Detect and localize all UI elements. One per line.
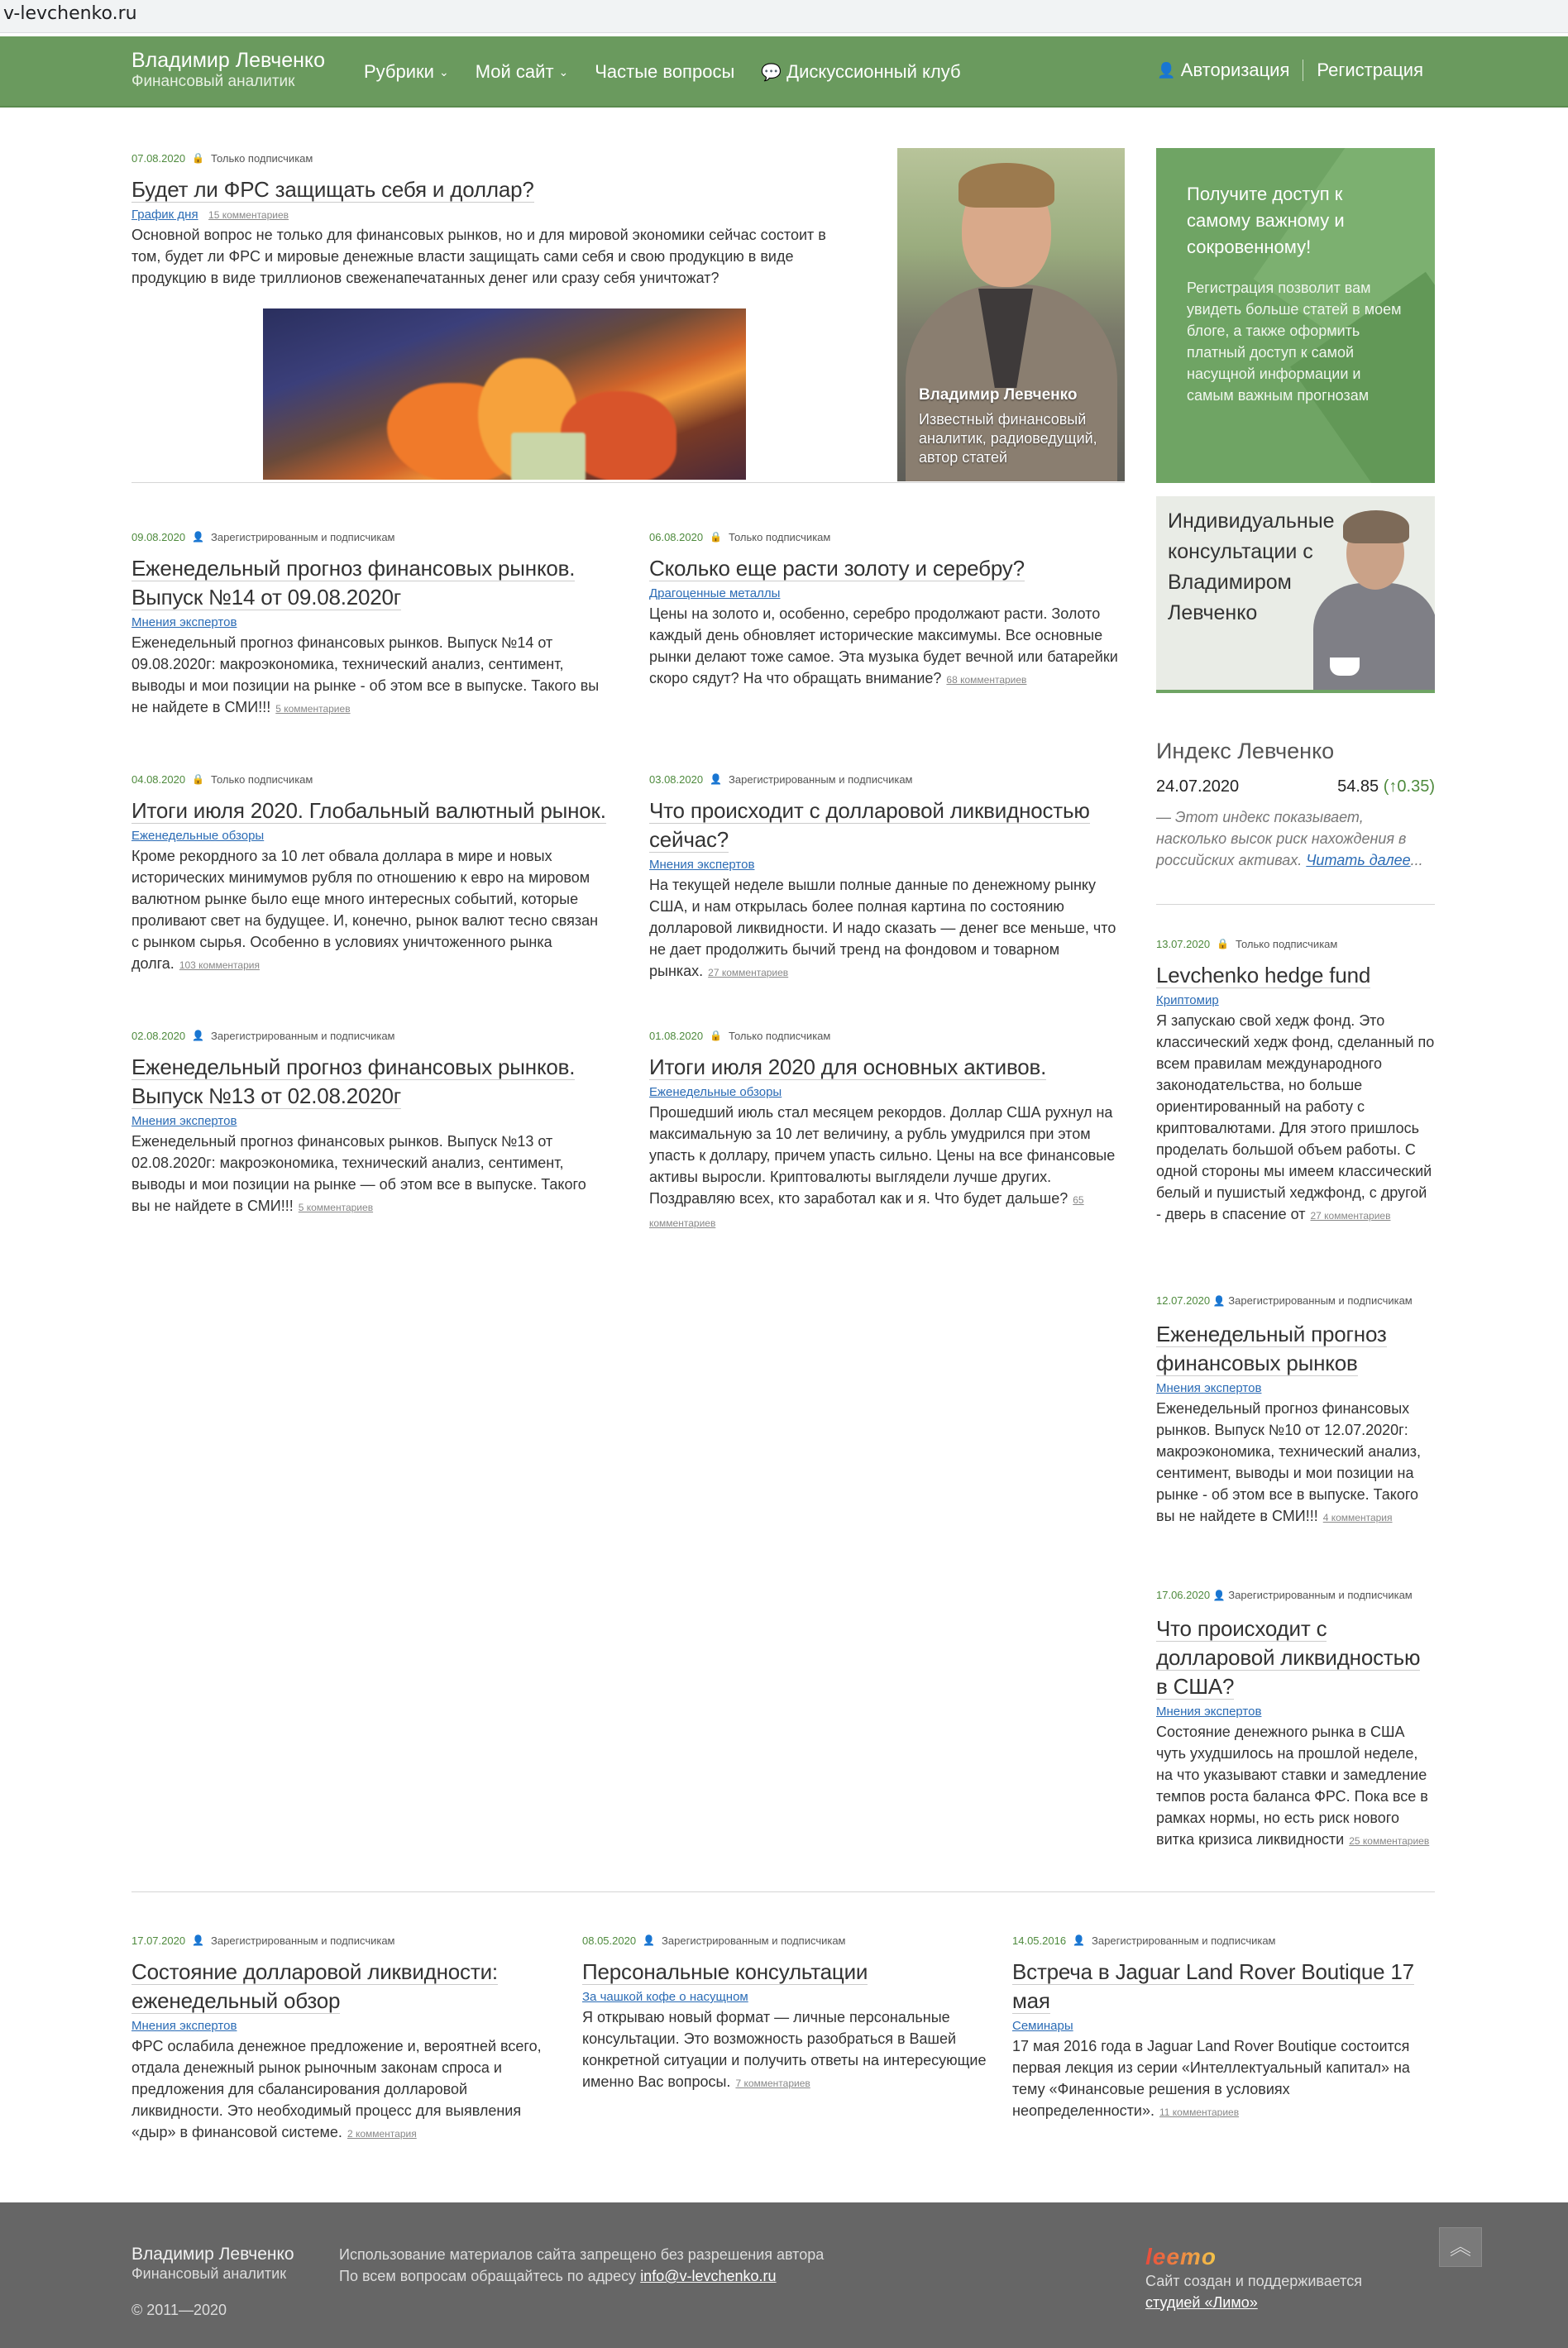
leemo-logo-icon[interactable]: leemo xyxy=(1145,2244,1362,2270)
post-title[interactable]: Итоги июля 2020. Глобальный валютный рынок. xyxy=(131,798,606,823)
consultation-text: Индивидуальные консультации с Владимиром Левченко xyxy=(1168,509,1335,624)
developer-studio-link[interactable]: студией «Лимо» xyxy=(1145,2294,1258,2311)
promo-text: Регистрация позволит вам увидеть больше статей в моем блоге, а также оформить платный доступ к самой насущной информации и самым важным прогнозам xyxy=(1187,280,1402,404)
post-excerpt: Еженедельный прогноз финансовых рынков. Выпуск №13 от 02.08.2020г: макроэкономика, технический анализ, сентимент, выводы и мои позиции на рынке — об этом все в выпуске. Такого вы не найдете в СМИ!!! 5 комментариев xyxy=(131,1133,586,1214)
post-date: 01.08.2020 xyxy=(649,1029,704,1042)
main-nav xyxy=(364,60,961,84)
post-category[interactable]: Еженедельные обзоры xyxy=(649,1085,782,1099)
post-comments[interactable]: 5 комментариев xyxy=(275,703,351,715)
sidebar-post xyxy=(1156,1292,1435,1528)
developer-text: Сайт создан и поддерживается xyxy=(1145,2273,1362,2289)
post-title[interactable]: Что происходит с долларовой ликвидностью сейчас? xyxy=(649,798,1090,852)
footer-brand-subtitle: Финансовый аналитик xyxy=(131,2265,287,2282)
lock-icon: 🔒 xyxy=(710,531,723,543)
post-access: Зарегистрированным и подписчикам xyxy=(211,1934,395,1947)
post-date: 14.05.2016 xyxy=(1012,1934,1067,1947)
post-category[interactable]: График дня xyxy=(131,208,198,222)
portrait-hair xyxy=(958,163,1054,208)
section-divider xyxy=(131,482,1125,483)
nav-rubrics[interactable] xyxy=(364,60,449,84)
nav-label: Частые вопросы xyxy=(595,61,735,82)
post-meta xyxy=(1012,1933,1434,1948)
post-card xyxy=(131,772,607,976)
post-title[interactable]: Еженедельный прогноз финансовых рынков. Выпуск №13 от 02.08.2020г xyxy=(131,1054,576,1108)
post-comments[interactable]: 4 комментария xyxy=(1322,1512,1393,1523)
post-excerpt: Цены на золото и, особенно, серебро продолжают расти. Золото каждый день обновляет исторические максимумы. Все основные рынки делают тоже самое. Эта музыка будет вечной или батарейки скоро сядут? На что обращать внимание? 68 комментариев xyxy=(649,605,1118,686)
browser-address-bar[interactable] xyxy=(0,0,1568,33)
brand[interactable] xyxy=(131,48,325,91)
footer-email-link[interactable]: info@v-levchenko.ru xyxy=(640,2268,777,2284)
post-comments[interactable]: 68 комментариев xyxy=(946,674,1027,686)
chat-icon: 💬 xyxy=(761,63,782,82)
post-comments[interactable]: 27 комментариев xyxy=(1310,1210,1391,1222)
post-title[interactable]: Что происходит с долларовой ликвидностью в США? xyxy=(1156,1616,1421,1699)
scroll-to-top-button[interactable] xyxy=(1439,2227,1482,2267)
footer-developer xyxy=(1145,2244,1362,2313)
post-excerpt: Еженедельный прогноз финансовых рынков. Выпуск №10 от 12.07.2020г: макроэкономика, технический анализ, сентимент, выводы и мои позиции на рынке - об этом все в выпуске. Такого вы не найдете в СМИ!!! 4 комментария xyxy=(1156,1400,1422,1524)
bottom-post xyxy=(582,1933,987,2094)
lock-icon: 🔒 xyxy=(1217,938,1230,949)
post-title[interactable]: Будет ли ФРС защищать себя и доллар? xyxy=(131,177,534,202)
user-icon: 👤 xyxy=(1157,61,1176,79)
post-category[interactable]: Еженедельные обзоры xyxy=(131,829,265,843)
post-access: Зарегистрированным и подписчикам xyxy=(1228,1294,1413,1307)
post-meta xyxy=(1156,1586,1435,1604)
footer-note-line1: Использование материалов сайта запрещено без разрешения автора xyxy=(339,2246,825,2263)
double-chevron-up-icon: ︽ xyxy=(1449,2235,1471,2260)
index-note: — Этот индекс показывает, насколько высок риск нахождения в российских активах. Читать далее... xyxy=(1156,809,1423,868)
author-portrait[interactable] xyxy=(897,148,1125,481)
post-comments[interactable]: 11 комментариев xyxy=(1159,2107,1240,2118)
footer-note xyxy=(339,2244,824,2287)
post-access: Только подписчикам xyxy=(729,1029,831,1042)
post-date: 06.08.2020 xyxy=(649,530,704,543)
post-meta xyxy=(131,772,607,787)
post-title[interactable]: Levchenko hedge fund xyxy=(1156,963,1371,987)
post-access: Только подписчикам xyxy=(1236,937,1338,950)
signup-promo-banner[interactable] xyxy=(1156,148,1435,483)
post-category[interactable]: Семинары xyxy=(1012,2019,1073,2033)
post-meta xyxy=(649,772,1125,787)
post-title[interactable]: Сколько еще расти золоту и серебру? xyxy=(649,556,1025,581)
promo-heading: Получите доступ к самому важному и сокровенному! xyxy=(1187,184,1345,257)
post-category[interactable]: Мнения экспертов xyxy=(131,1114,237,1128)
nav-faq[interactable] xyxy=(595,60,734,84)
bottom-post xyxy=(1012,1933,1434,2123)
post-meta xyxy=(1156,1292,1435,1310)
post-date: 08.05.2020 xyxy=(582,1934,637,1947)
post-category[interactable]: Мнения экспертов xyxy=(1156,1705,1262,1719)
lock-icon: 🔒 xyxy=(192,773,205,785)
post-category[interactable]: Криптомир xyxy=(1156,993,1219,1007)
post-card xyxy=(649,1028,1125,1234)
post-meta xyxy=(649,1028,1125,1043)
post-excerpt: На текущей неделе вышли полные данные по денежному рынку США, и нам открылась более полная картина по состоянию долларовой ликвидности. И надо сказать — денег все меньше, что не дает продолжить бычий тренд на фондовом и товарном рынках. 27 комментариев xyxy=(649,877,1116,979)
user-icon: 👤 xyxy=(192,1030,205,1041)
post-meta xyxy=(131,151,859,165)
user-icon: 👤 xyxy=(1212,1590,1226,1601)
lock-icon: 🔒 xyxy=(192,152,205,164)
post-excerpt: Прошедший июль стал месяцем рекордов. Доллар США рухнул на максимальную за 10 лет величину, а рубль умудрился при этом упасть к доллару, причем упасть сильно. Цены на все финансовые активы выросли. Криптовалюты выглядели лучше других. Поздравляю всех, кто заработал как и я. Что будет дальше? 65 комментариев xyxy=(649,1104,1116,1229)
post-excerpt: ФРС ослабила денежное предложение и, вероятней всего, отдала денежный рынок рыночным законам спроса и предложения для сбалансирования долларовой ликвидности. Это необходимый процесс для выявления «дыр» в финансовой системе. 2 комментария xyxy=(131,2038,542,2140)
footer-copyright: © 2011—2020 xyxy=(131,2302,227,2318)
post-comments[interactable]: 27 комментариев xyxy=(708,967,789,978)
post-excerpt: Состояние денежного рынка в США чуть ухудшилось на прошлой неделе, на что указывают ставки и замедление темпов роста баланса ФРС. Пока все в рамках нормы, но есть риск нового витка кризиса ликвидности 25 комментариев xyxy=(1156,1724,1430,1848)
post-date: 09.08.2020 xyxy=(131,530,186,543)
author-name: Владимир Левченко xyxy=(919,386,1078,404)
post-card xyxy=(131,529,607,720)
post-access: Зарегистрированным и подписчикам xyxy=(211,530,395,543)
post-access: Зарегистрированным и подписчикам xyxy=(662,1934,846,1947)
promo-content xyxy=(1187,181,1410,406)
sidebar-post xyxy=(1156,936,1435,1227)
featured-post xyxy=(131,151,859,289)
post-title[interactable]: Состояние долларовой ликвидности: еженедельный обзор xyxy=(131,1959,498,2013)
nav-label: Рубрики xyxy=(364,61,434,82)
post-date: 02.08.2020 xyxy=(131,1029,186,1042)
post-title[interactable]: Персональные консультации xyxy=(582,1959,868,1984)
bottom-divider xyxy=(131,1891,1435,1892)
post-meta xyxy=(582,1933,987,1948)
post-title[interactable]: Итоги июля 2020 для основных активов. xyxy=(649,1054,1047,1079)
nav-label: Дискуссионный клуб xyxy=(786,61,961,82)
post-category[interactable]: Драгоценные металлы xyxy=(649,586,781,600)
post-meta xyxy=(131,529,607,544)
post-date: 12.07.2020 xyxy=(1156,1294,1211,1307)
post-access: Зарегистрированным и подписчикам xyxy=(729,772,913,786)
post-access: Только подписчикам xyxy=(729,530,831,543)
post-date: 04.08.2020 xyxy=(131,772,186,786)
bottom-post xyxy=(131,1933,553,2145)
site-header xyxy=(0,36,1568,108)
post-card xyxy=(131,1028,607,1218)
post-comments[interactable]: 2 комментария xyxy=(347,2128,417,2140)
post-title[interactable]: Еженедельный прогноз финансовых рынков. Выпуск №14 от 09.08.2020г xyxy=(131,556,576,610)
post-access: Зарегистрированным и подписчикам xyxy=(211,1029,395,1042)
banknote-shape xyxy=(511,433,586,480)
post-date: 13.07.2020 xyxy=(1156,937,1211,950)
brand-subtitle: Финансовый аналитик xyxy=(131,73,295,90)
post-category[interactable]: За чашкой кофе о насущном xyxy=(582,1990,748,2004)
nav-my-site[interactable] xyxy=(476,60,569,84)
user-icon: 👤 xyxy=(710,773,723,785)
post-meta xyxy=(131,1028,607,1043)
index-date: 24.07.2020 xyxy=(1156,777,1240,796)
post-category[interactable]: Мнения экспертов xyxy=(131,2019,237,2033)
featured-image[interactable] xyxy=(263,308,746,480)
brand-name[interactable]: Владимир Левченко xyxy=(131,49,326,72)
post-meta xyxy=(131,1933,553,1948)
post-comments[interactable]: 25 комментариев xyxy=(1349,1835,1430,1847)
post-comments[interactable]: 5 комментариев xyxy=(298,1202,374,1213)
chevron-down-icon: ⌄ xyxy=(558,65,569,79)
post-access: Только подписчикам xyxy=(211,772,313,786)
photo-hair xyxy=(1343,510,1409,543)
post-comments[interactable]: 103 комментария xyxy=(179,959,260,971)
lock-icon: 🔒 xyxy=(710,1030,723,1041)
user-icon: 👤 xyxy=(192,531,205,543)
post-date: 17.06.2020 xyxy=(1156,1589,1211,1601)
index-change: (↑0.35) xyxy=(1383,777,1435,796)
post-comments[interactable]: 7 комментариев xyxy=(735,2078,810,2089)
post-excerpt: Еженедельный прогноз финансовых рынков. Выпуск №14 от 09.08.2020г: макроэкономика, технический анализ, сентимент, выводы и мои позиции на рынке - об этом все в выпуске. Такого вы не найдете в СМИ!!! 5 комментариев xyxy=(131,634,600,715)
post-comments[interactable]: 65 комментариев xyxy=(649,1194,1084,1229)
sidebar-post xyxy=(1156,1586,1435,1852)
post-category[interactable]: Мнения экспертов xyxy=(1156,1381,1262,1395)
cup-icon xyxy=(1330,658,1360,676)
index-value-group xyxy=(1337,777,1435,796)
sidebar-divider xyxy=(1156,904,1435,905)
post-access: Только подписчикам xyxy=(211,151,313,165)
post-excerpt: Кроме рекордного за 10 лет обвала доллара в мире и новых исторических минимумов рубля по отношению к евро на мировом валютном рынке было еще много интересных событий, которые проливают свет на будущее. И, конечно, рынок валют тесно связан с рынком сырья. Особенно в условиях уничтоженного рынка долга. 103 комментария xyxy=(131,848,599,972)
post-excerpt: Я открываю новый формат — личные персональные консультации. Это возможность разобраться в Вашей конкретной ситуации и получить ответы на интересующие именно Вас вопросы. 7 комментариев xyxy=(582,2009,987,2090)
login-link[interactable]: Авторизация xyxy=(1180,60,1290,80)
post-excerpt: Основной вопрос не только для финансовых рынков, но и для мировой экономики сейчас состоит в том, будет ли ФРС и мировые денежные власти защищать сами себя и свою продукцию в виде продукцию в виде триллионов свеженапечатанных денег или сразу себя уничтожат? xyxy=(131,227,826,286)
index-title: Индекс Левченко xyxy=(1156,739,1335,763)
nav-label: Мой сайт xyxy=(475,61,554,82)
post-date: 17.07.2020 xyxy=(131,1934,186,1947)
url-text[interactable]: v-levchenko.ru xyxy=(3,3,137,24)
post-title[interactable]: Еженедельный прогноз финансовых рынков xyxy=(1156,1322,1387,1375)
nav-discussion-club[interactable] xyxy=(761,60,960,84)
post-title[interactable]: Встреча в Jaguar Land Rover Boutique 17 мая xyxy=(1012,1959,1414,2013)
post-access: Зарегистрированным и подписчикам xyxy=(1092,1934,1276,1947)
post-date: 03.08.2020 xyxy=(649,772,704,786)
post-category[interactable]: Мнения экспертов xyxy=(131,615,237,629)
post-comments[interactable]: 15 комментариев xyxy=(208,209,289,221)
post-date: 07.08.2020 xyxy=(131,151,186,165)
auth-links xyxy=(1157,60,1423,81)
user-icon: 👤 xyxy=(1212,1295,1226,1307)
user-icon: 👤 xyxy=(192,1934,205,1946)
site-footer xyxy=(0,2202,1568,2348)
post-excerpt: Я запускаю свой хедж фонд. Это классический хедж фонд, сделанный по всем правилам международного законодательства, но больше ориентированный на работу с криптовалютами. Для этого пришлось проделать большой объем работы. С одной стороны мы имеем классический белый и пушистый хеджфонд, с другой - дверь в спасение от 27 комментариев xyxy=(1156,1012,1435,1222)
index-read-more-link[interactable]: Читать далее xyxy=(1306,852,1411,868)
footer-brand-name: Владимир Левченко xyxy=(131,2245,294,2264)
footer-note-line2: По всем вопросам обращайтесь по адресу info@v-levchenko.ru xyxy=(339,2268,777,2284)
chevron-down-icon: ⌄ xyxy=(438,65,449,79)
consultation-banner[interactable] xyxy=(1156,496,1435,693)
index-row xyxy=(1156,777,1435,796)
post-meta xyxy=(1156,936,1435,951)
author-desc: Известный финансовый аналитик, радиоведущий, автор статей xyxy=(919,411,1097,466)
user-icon: 👤 xyxy=(643,1934,656,1946)
user-icon: 👤 xyxy=(1073,1934,1086,1946)
post-category[interactable]: Мнения экспертов xyxy=(649,858,755,872)
author-caption xyxy=(919,385,1117,467)
post-excerpt: 17 мая 2016 года в Jaguar Land Rover Boutique состоится первая лекция из серии «Интеллектуальный капитал» на тему «Финансовые решения в условиях неопределенности». 11 комментариев xyxy=(1012,2038,1410,2119)
post-meta xyxy=(649,529,1125,544)
post-card xyxy=(649,772,1125,983)
post-access: Зарегистрированным и подписчикам xyxy=(1228,1589,1413,1601)
post-card xyxy=(649,529,1125,691)
register-link[interactable]: Регистрация xyxy=(1317,60,1423,80)
index-value: 54.85 xyxy=(1337,777,1379,796)
